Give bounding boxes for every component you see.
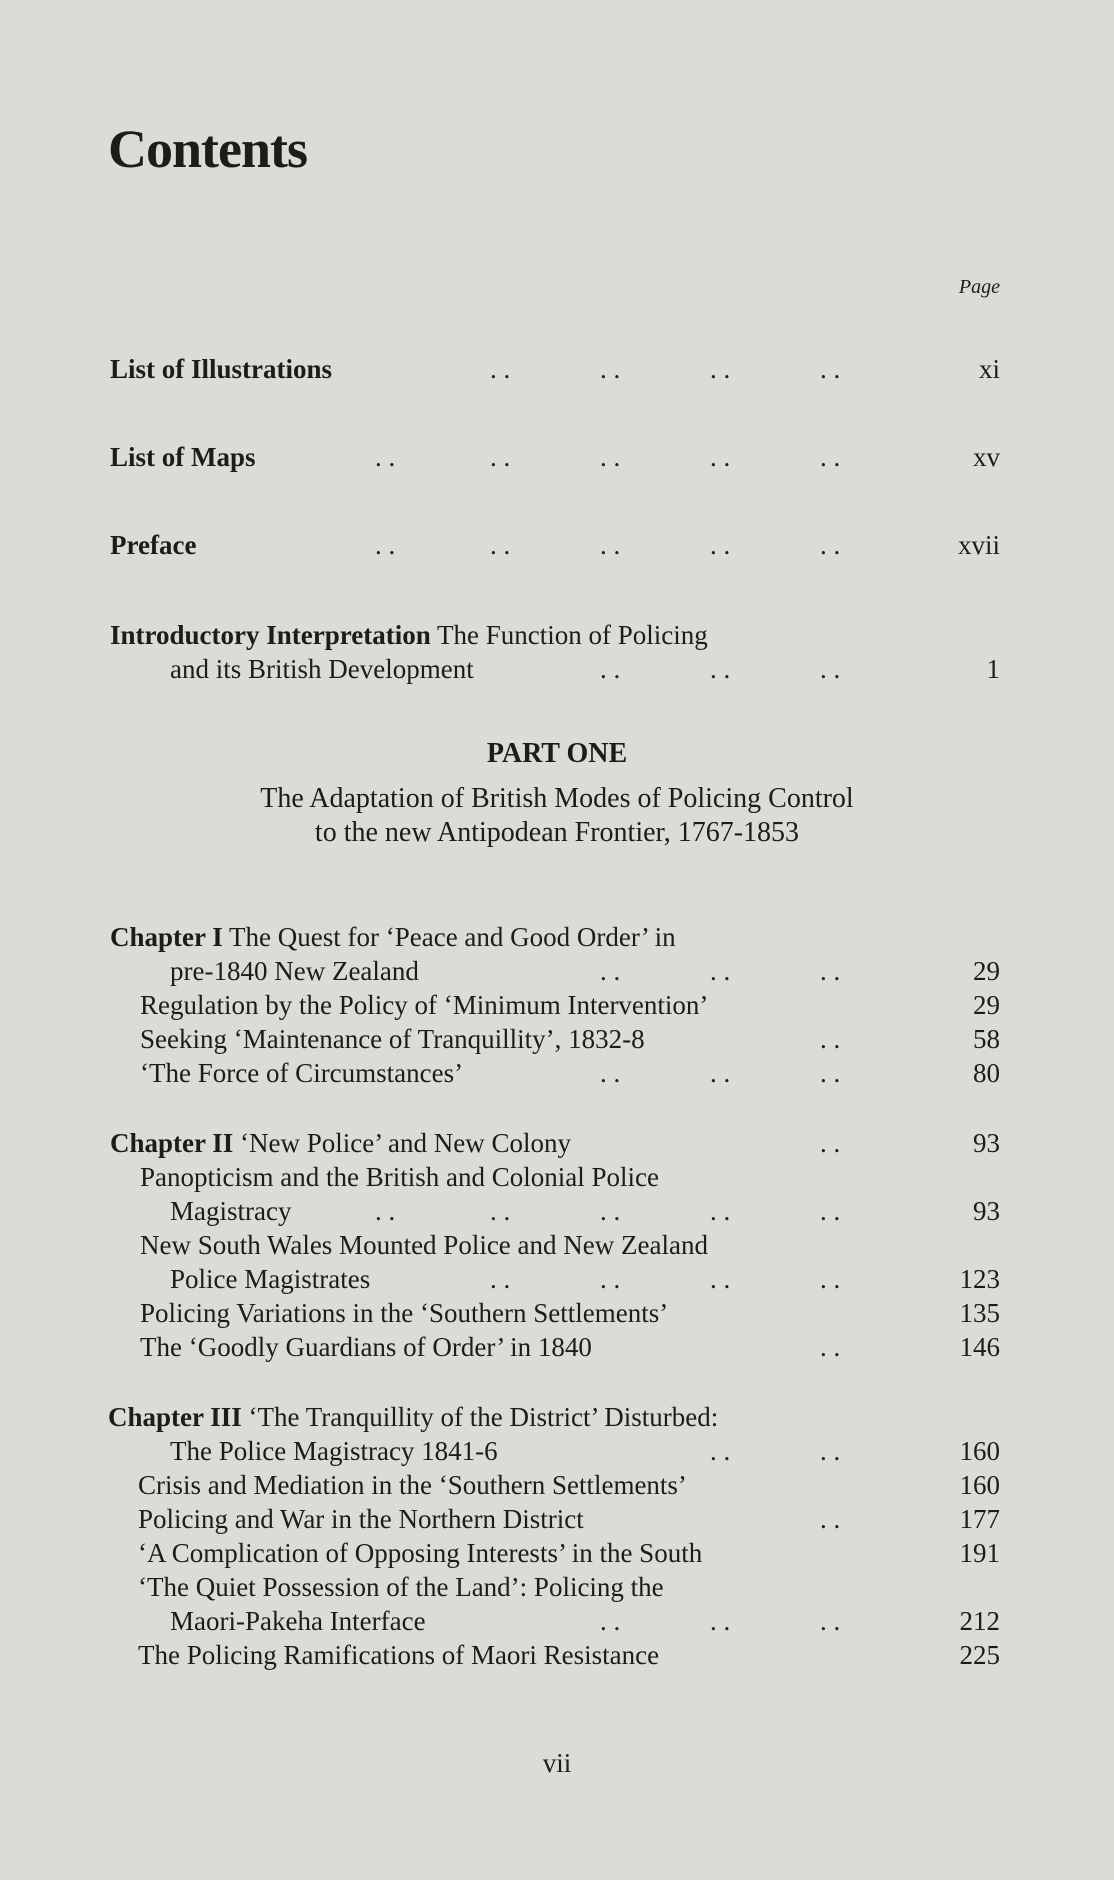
entry-title: Preface <box>110 530 197 560</box>
section-entry[interactable] <box>0 1638 1114 1672</box>
toc-entry[interactable]: Preface . . . . . . . . . . xvii <box>110 530 1000 560</box>
chapter-title-line1: ‘The Tranquillity of the District’ Disturbed: <box>248 1402 719 1432</box>
entry-page: 1 <box>986 654 1000 684</box>
section-title: Policing and War in the Northern District <box>138 1504 584 1534</box>
section-entry[interactable] <box>0 1296 1114 1330</box>
chapter-heading[interactable] <box>0 1400 1114 1434</box>
section-page: 225 <box>959 1640 1000 1670</box>
section-page: 58 <box>973 1024 1000 1054</box>
section-page: 80 <box>973 1058 1000 1088</box>
chapter-heading-continued[interactable]: The Police Magistracy 1841-6 . . . . 160 <box>170 1436 1000 1466</box>
section-title: Crisis and Mediation in the ‘Southern Settlements’ <box>138 1470 687 1500</box>
toc-entry-continued[interactable]: and its British Development . . . . . . 1 <box>170 654 1000 684</box>
toc-entry[interactable]: List of Illustrations . . . . . . . . xi <box>110 354 1000 384</box>
section-title-line2: Magistracy <box>170 1196 292 1226</box>
section-entry[interactable] <box>0 1536 1114 1570</box>
section-page: 93 <box>973 1196 1000 1226</box>
toc-entry[interactable]: List of Maps . . . . . . . . . . xv <box>110 442 1000 472</box>
page-column-label: Page <box>958 276 1000 298</box>
entry-title-line1: The Function of Policing <box>437 620 708 650</box>
entry-page: xi <box>978 354 1000 384</box>
section-title: Seeking ‘Maintenance of Tranquillity’, 1832-8 <box>140 1024 645 1054</box>
part-subtitle-line2: to the new Antipodean Frontier, 1767-1853 <box>314 817 800 848</box>
chapter-heading-continued[interactable]: pre-1840 New Zealand . . . . . . 29 <box>170 956 1000 986</box>
section-title: Policing Variations in the ‘Southern Settlements’ <box>140 1298 669 1328</box>
page-title: Contents <box>108 119 308 179</box>
section-entry-continued[interactable]: Maori-Pakeha Interface . . . . . . 212 <box>170 1606 1000 1636</box>
section-title: ‘The Quiet Possession of the Land’: Policing the <box>138 1572 664 1602</box>
chapter-title-line2: pre-1840 New Zealand <box>170 956 419 986</box>
section-title-line2: Police Magistrates <box>170 1264 371 1294</box>
chapter-heading[interactable] <box>0 920 1114 954</box>
entry-page: 29 <box>973 956 1000 986</box>
section-entry[interactable]: ‘The Force of Circumstances’ . . . . . . 80 <box>140 1058 1000 1088</box>
section-title-line2: Maori-Pakeha Interface <box>170 1606 426 1636</box>
page-number: vii <box>542 1748 572 1778</box>
section-entry-continued[interactable]: Magistracy . . . . . . . . . . 93 <box>170 1196 1000 1226</box>
entry-page: xvii <box>957 530 1000 560</box>
section-title: Panopticism and the British and Colonial Police <box>140 1162 659 1192</box>
section-title: The Policing Ramifications of Maori Resistance <box>138 1640 660 1670</box>
entry-page: xv <box>973 442 1000 472</box>
part-title: PART ONE <box>486 738 628 769</box>
section-title: New South Wales Mounted Police and New Zealand <box>140 1230 708 1260</box>
section-entry[interactable] <box>0 1570 1114 1604</box>
section-page: 146 <box>959 1332 1000 1362</box>
entry-title: List of Maps <box>110 442 256 472</box>
part-subtitle <box>0 782 1114 850</box>
section-title: ‘The Force of Circumstances’ <box>140 1058 464 1088</box>
chapter-heading[interactable]: Chapter II ‘New Police’ and New Colony . . 93 <box>110 1128 1000 1158</box>
chapter-label: Chapter I <box>110 922 223 952</box>
section-page: 135 <box>959 1298 1000 1328</box>
section-entry[interactable]: Policing and War in the Northern District . . 177 <box>138 1504 1000 1534</box>
section-title: Regulation by the Policy of ‘Minimum Intervention’ <box>140 990 709 1020</box>
section-entry[interactable] <box>0 1228 1114 1262</box>
entry-title-line2: and its British Development <box>170 654 474 684</box>
section-entry[interactable] <box>0 1468 1114 1502</box>
section-entry-continued[interactable]: Police Magistrates . . . . . . . . 123 <box>170 1264 1000 1294</box>
entry-title <box>110 618 708 652</box>
part-subtitle-line1: The Adaptation of British Modes of Policing Control <box>260 783 854 814</box>
section-entry[interactable]: The ‘Goodly Guardians of Order’ in 1840 . . 146 <box>140 1332 1000 1362</box>
chapter-title-line1: ‘New Police’ and New Colony <box>240 1128 571 1158</box>
section-page: 160 <box>959 1470 1000 1500</box>
section-entry[interactable] <box>0 988 1114 1022</box>
chapter-label: Chapter II <box>110 1128 234 1158</box>
section-title: ‘A Complication of Opposing Interests’ in the South <box>138 1538 703 1568</box>
entry-title: List of Illustrations <box>110 354 333 384</box>
section-page: 29 <box>973 990 1000 1020</box>
entry-page: 93 <box>973 1128 1000 1158</box>
toc-entry[interactable] <box>0 618 1114 652</box>
section-title: The ‘Goodly Guardians of Order’ in 1840 <box>140 1332 592 1362</box>
chapter-title-line2: The Police Magistracy 1841-6 <box>170 1436 498 1466</box>
entry-page: 160 <box>959 1436 1000 1466</box>
entry-label: Introductory Interpretation <box>110 620 431 650</box>
chapter-label: Chapter III <box>108 1402 242 1432</box>
section-page: 212 <box>959 1606 1000 1636</box>
section-page: 123 <box>959 1264 1000 1294</box>
section-page: 191 <box>959 1538 1000 1568</box>
section-entry[interactable]: Seeking ‘Maintenance of Tranquillity’, 1832-8 . . 58 <box>140 1024 1000 1054</box>
section-page: 177 <box>959 1504 1000 1534</box>
section-entry[interactable] <box>0 1160 1114 1194</box>
chapter-title-line1: The Quest for ‘Peace and Good Order’ in <box>229 922 676 952</box>
